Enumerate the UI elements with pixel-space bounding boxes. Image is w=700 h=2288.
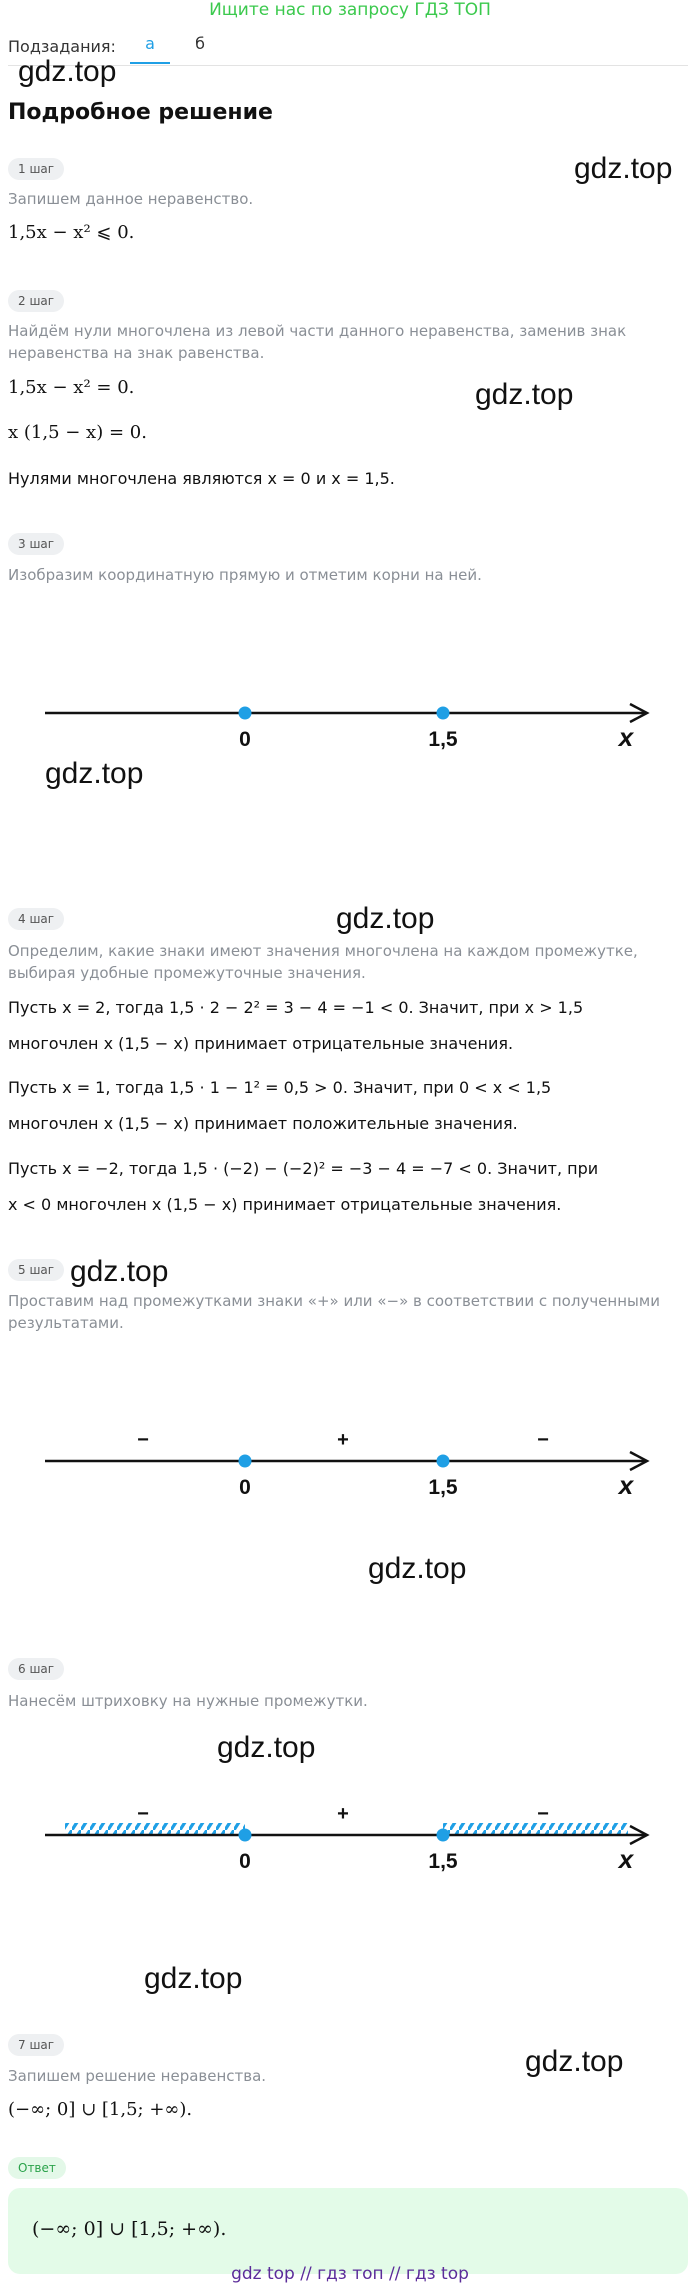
step-text: x < 0 многочлен x (1,5 − x) принимает отрицательные значения. [8,1195,562,1214]
root-point-1-5 [437,707,450,720]
step-description: Определим, какие знаки имеют значения многочлена на каждом промежутке, выбирая удобные промежуточные значения. [8,942,638,982]
step-description: Найдём нули многочлена из левой части данного неравенства, заменив знак неравенства на знак равенства. [8,322,627,362]
answer-badge: Ответ [8,2157,66,2179]
sign-left: − [137,1803,149,1825]
tab-a[interactable]: а [130,34,170,53]
watermark: gdz.top [144,1962,243,1995]
number-line-step5 [0,1428,700,1508]
watermark: gdz.top [18,55,117,88]
step-badge: 1 шаг [8,158,64,180]
hatch-right [443,1823,628,1835]
step-badge: 6 шаг [8,1658,64,1680]
step-description: Проставим над промежутками знаки «+» или «−» в соответствии с полученными результатами. [8,1292,660,1332]
root-point-0 [239,1829,252,1842]
tick-label-1-5: 1,5 [428,1850,458,1873]
watermark: gdz.top [70,1255,169,1288]
watermark: gdz.top [475,378,574,411]
promo-banner: Ищите нас по запросу ГДЗ ТОП [209,0,491,20]
root-point-1-5 [437,1455,450,1468]
sign-middle: + [337,1429,349,1451]
answer-math: (−∞; 0] ∪ [1,5; +∞). [32,2218,227,2240]
axis-label-x: x [618,1470,634,1500]
step-badge: 7 шаг [8,2034,64,2056]
step-text: многочлен x (1,5 − x) принимает отрицательные значения. [8,1034,514,1053]
watermark: gdz.top [574,152,673,185]
tick-label-1-5: 1,5 [428,728,458,751]
tick-label-1-5: 1,5 [428,1476,458,1499]
sign-right: − [537,1803,549,1825]
step-badge: 4 шаг [8,908,64,930]
step-text: многочлен x (1,5 − x) принимает положительные значения. [8,1114,518,1133]
step-math: x (1,5 − x) = 0. [8,422,147,443]
step-math: 1,5x − x² = 0. [8,377,135,398]
tab-active-underline [130,62,170,64]
hatch-left [65,1823,245,1835]
step-math: 1,5x − x² ⩽ 0. [8,222,135,243]
sign-right: − [537,1429,549,1451]
watermark: gdz.top [217,1731,316,1764]
tick-label-0: 0 [239,728,251,751]
root-point-0 [239,707,252,720]
step-badge: 5 шаг [8,1259,64,1281]
step-math: (−∞; 0] ∪ [1,5; +∞). [8,2099,193,2120]
axis-label-x: x [618,722,634,752]
footer-links[interactable]: gdz top // гдз топ // гдз top [231,2264,469,2284]
step-badge: 2 шаг [8,290,64,312]
step-text: Пусть x = 2, тогда 1,5 · 2 − 2² = 3 − 4 = −1 < 0. Значит, при x > 1,5 [8,998,584,1017]
step-description: Изобразим координатную прямую и отметим корни на ней. [8,566,482,584]
step-badge: 3 шаг [8,533,64,555]
sign-left: − [137,1429,149,1451]
step-description: Запишем данное неравенство. [8,190,254,208]
number-line-step6 [0,1802,700,1882]
tick-label-0: 0 [239,1850,251,1873]
step-description: Запишем решение неравенства. [8,2067,267,2085]
watermark: gdz.top [45,757,144,790]
root-point-1-5 [437,1829,450,1842]
step-text: Пусть x = 1, тогда 1,5 · 1 − 1² = 0,5 > 0. Значит, при 0 < x < 1,5 [8,1078,552,1097]
axis-label-x: x [618,1844,634,1874]
tick-label-0: 0 [239,1476,251,1499]
subtasks-label: Подзадания: [8,37,116,56]
sign-middle: + [337,1803,349,1825]
page-title: Подробное решение [8,100,273,125]
root-point-0 [239,1455,252,1468]
step-description: Нанесём штриховку на нужные промежутки. [8,1692,368,1710]
step-text: Нулями многочлена являются x = 0 и x = 1,5. [8,469,395,488]
watermark: gdz.top [336,902,435,935]
watermark: gdz.top [525,2045,624,2078]
tab-b[interactable]: б [195,34,205,53]
watermark: gdz.top [368,1552,467,1585]
number-line-step3 [0,680,700,760]
step-text: Пусть x = −2, тогда 1,5 · (−2) − (−2)² = −3 − 4 = −7 < 0. Значит, при [8,1159,599,1178]
